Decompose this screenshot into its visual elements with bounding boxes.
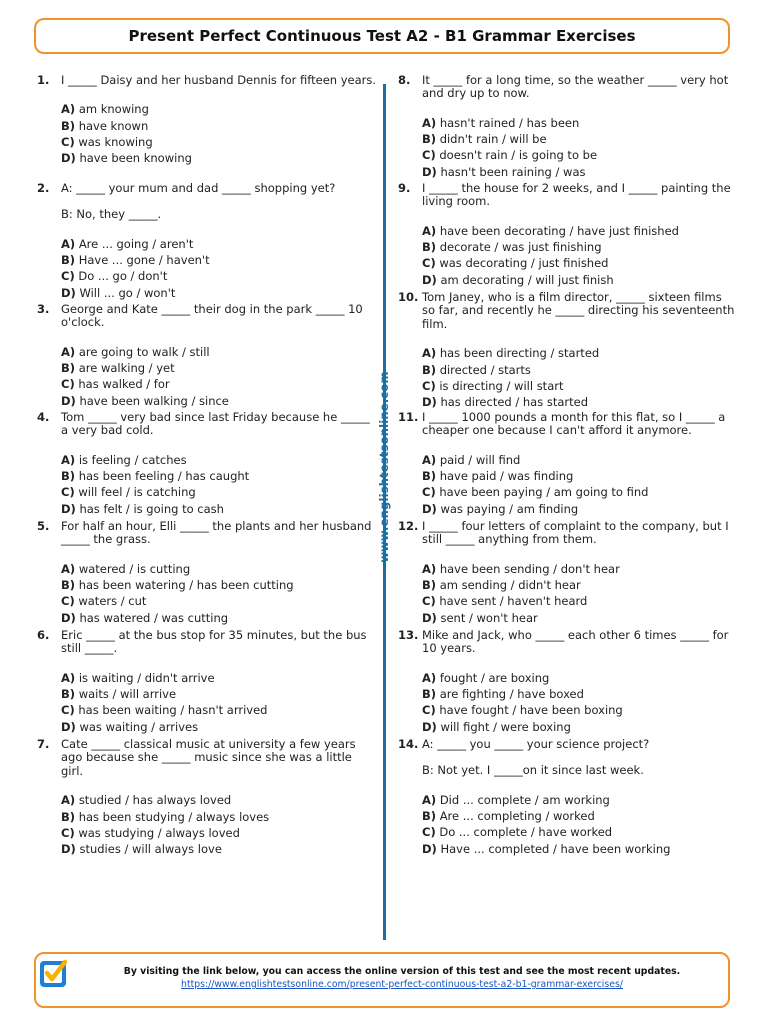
option-text: Are ... going / aren't — [78, 236, 194, 251]
option-text: has directed / has started — [440, 395, 589, 410]
question-4 — [37, 411, 377, 517]
option-letter: C) — [61, 135, 75, 149]
page-title: Present Perfect Continuous Test A2 - B1 Grammar Exercises — [128, 27, 636, 45]
option-letter: C) — [422, 485, 436, 500]
option-item[interactable] — [422, 239, 738, 255]
option-letter: A) — [422, 115, 437, 130]
question-3 — [37, 303, 377, 409]
question-number: 5. — [37, 519, 50, 533]
option-text: fought / are boxing — [439, 670, 550, 685]
question-6 — [37, 629, 377, 735]
option-letter: D) — [422, 719, 437, 734]
option-text: has been watering / has been cutting — [78, 578, 294, 593]
option-list — [422, 561, 738, 626]
question-11 — [398, 411, 738, 517]
option-letter: C) — [61, 269, 75, 284]
option-letter: C) — [61, 377, 75, 392]
question-stem: Eric _____ at the bus stop for 35 minutes, but the bus still _____. — [61, 628, 367, 656]
question-7 — [37, 738, 377, 857]
question-stem: A: _____ your mum and dad _____ shopping yet? — [61, 181, 336, 195]
option-text: Will ... go / won't — [79, 285, 176, 300]
option-list — [422, 345, 738, 410]
option-item[interactable] — [422, 131, 738, 147]
option-item[interactable] — [422, 792, 738, 808]
option-item[interactable] — [422, 255, 738, 271]
option-text: Do ... complete / have worked — [439, 825, 613, 840]
option-letter: D) — [422, 501, 437, 516]
question-12 — [398, 520, 738, 626]
footer-link[interactable]: https://www.englishtestsonline.com/present-perfect-continuous-test-a2-b1-grammar-exercises/ — [181, 979, 623, 990]
option-text: have been sending / don't hear — [439, 561, 620, 576]
option-letter: A) — [61, 102, 76, 117]
side-url: www.englishtestsonline.com — [377, 371, 391, 563]
option-letter: B) — [422, 362, 437, 377]
option-item[interactable] — [422, 561, 738, 577]
option-text: waits / will arrive — [78, 687, 177, 702]
option-item[interactable] — [61, 150, 377, 166]
option-letter: B) — [422, 578, 437, 593]
question-number: 9. — [398, 181, 411, 195]
option-letter: D) — [61, 151, 76, 166]
footer-text: By visiting the link below, you can access the online version of this test and see the most recent updates. — [123, 966, 681, 977]
question-number: 8. — [398, 73, 411, 87]
option-letter: B) — [61, 578, 76, 593]
question-stem-reply: B: No, they _____. — [61, 207, 162, 222]
option-item[interactable] — [422, 394, 738, 410]
option-item[interactable] — [61, 719, 377, 735]
option-text: have been walking / since — [79, 393, 229, 408]
option-item[interactable] — [61, 101, 377, 117]
question-number: 13. — [398, 628, 419, 642]
option-text: Do ... go / don't — [78, 269, 168, 284]
option-letter: C) — [61, 825, 75, 840]
question-stem: Tom Janey, who is a film director, _____ sixteen films so far, and recently he _____ directing his seventeenth film. — [422, 290, 735, 331]
option-text: am knowing — [78, 102, 149, 117]
option-letter: C) — [422, 703, 436, 718]
option-text: have been paying / am going to find — [439, 485, 649, 500]
question-10 — [398, 291, 738, 410]
option-item[interactable] — [422, 670, 738, 686]
option-text: have sent / haven't heard — [439, 594, 588, 609]
question-stem: A: _____ you _____ your science project? — [422, 737, 650, 751]
question-number: 1. — [37, 73, 50, 87]
option-text: paid / will find — [439, 452, 521, 467]
question-number: 2. — [37, 181, 50, 195]
option-item[interactable] — [422, 223, 738, 239]
option-letter: A) — [61, 344, 76, 359]
option-item[interactable] — [61, 236, 377, 252]
option-text: will fight / were boxing — [440, 719, 571, 734]
option-item[interactable] — [61, 561, 377, 577]
question-stem: I _____ Daisy and her husband Dennis for fifteen years. — [61, 73, 377, 87]
option-item[interactable] — [422, 610, 738, 626]
option-letter: C) — [61, 594, 75, 609]
option-letter: A) — [422, 670, 437, 685]
option-item[interactable] — [422, 164, 738, 180]
option-list — [422, 223, 738, 288]
option-list — [61, 344, 377, 409]
option-item[interactable] — [422, 808, 738, 824]
question-number: 14. — [398, 737, 419, 751]
option-letter: A) — [422, 792, 437, 807]
option-text: is feeling / catches — [78, 452, 187, 467]
option-text: will feel / is catching — [78, 485, 196, 500]
question-number: 11. — [398, 410, 419, 424]
option-text: was paying / am finding — [440, 501, 579, 516]
question-stem: For half an hour, Elli _____ the plants and her husband _____ the grass. — [61, 519, 372, 547]
option-letter: C) — [422, 256, 436, 271]
option-item[interactable] — [422, 824, 738, 840]
option-text: have fought / have been boxing — [439, 703, 623, 718]
option-letter: A) — [61, 561, 76, 576]
option-letter: B) — [61, 687, 76, 702]
option-item[interactable] — [61, 360, 377, 376]
question-number: 12. — [398, 519, 419, 533]
option-letter: D) — [422, 164, 437, 179]
option-item[interactable] — [422, 593, 738, 609]
option-text: Have ... completed / have been working — [440, 841, 671, 856]
option-letter: B) — [422, 240, 437, 255]
option-letter: A) — [422, 561, 437, 576]
question-8 — [398, 74, 738, 180]
question-2 — [37, 182, 377, 301]
option-letter: A) — [422, 346, 437, 361]
option-list — [61, 670, 377, 735]
option-text: hasn't been raining / was — [440, 164, 586, 179]
option-text: didn't rain / will be — [439, 132, 547, 147]
option-text: have paid / was finding — [439, 469, 574, 484]
option-text: have been decorating / have just finished — [439, 223, 679, 238]
option-letter: C) — [422, 148, 436, 163]
title-box — [34, 18, 730, 54]
option-item[interactable] — [61, 593, 377, 609]
question-13 — [398, 629, 738, 735]
option-letter: C) — [61, 703, 75, 718]
option-letter: A) — [61, 452, 76, 467]
question-number: 4. — [37, 410, 50, 424]
option-item[interactable] — [422, 115, 738, 131]
option-item[interactable] — [61, 344, 377, 360]
option-text: have been knowing — [79, 151, 192, 166]
option-letter: C) — [422, 825, 436, 840]
option-text: has felt / is going to cash — [79, 501, 224, 516]
question-stem: I _____ 1000 pounds a month for this flat, so I _____ a cheaper one because I can't afford it anymore. — [422, 410, 726, 438]
option-item[interactable] — [422, 577, 738, 593]
option-list — [422, 452, 738, 517]
question-number: 7. — [37, 737, 50, 751]
option-letter: D) — [422, 272, 437, 287]
option-list — [422, 115, 738, 180]
option-item[interactable] — [61, 468, 377, 484]
question-stem: I _____ four letters of complaint to the company, but I still _____ anything from them. — [422, 519, 729, 547]
question-number: 6. — [37, 628, 50, 642]
option-item[interactable] — [422, 484, 738, 500]
question-stem-reply: B: Not yet. I _____on it since last week. — [422, 763, 644, 778]
option-letter: B) — [61, 118, 76, 133]
option-item[interactable] — [422, 501, 738, 517]
option-item[interactable] — [61, 252, 377, 268]
option-text: has been feeling / has caught — [78, 469, 250, 484]
option-letter: D) — [61, 393, 76, 408]
option-item[interactable] — [61, 841, 377, 857]
option-item[interactable] — [61, 610, 377, 626]
option-text: has walked / for — [78, 377, 170, 392]
option-item[interactable] — [61, 484, 377, 500]
option-letter: D) — [61, 842, 76, 857]
option-item[interactable] — [422, 686, 738, 702]
option-item[interactable] — [61, 268, 377, 284]
option-letter: C) — [422, 378, 436, 393]
option-text: doesn't rain / is going to be — [439, 148, 598, 163]
option-text: has watered / was cutting — [79, 610, 229, 625]
option-item[interactable] — [422, 452, 738, 468]
option-item[interactable] — [61, 686, 377, 702]
option-text: are fighting / have boxed — [439, 687, 584, 702]
option-letter: A) — [422, 223, 437, 238]
option-letter: B) — [61, 809, 76, 824]
option-letter: A) — [422, 452, 437, 467]
option-item[interactable] — [422, 468, 738, 484]
question-14 — [398, 738, 738, 857]
option-letter: A) — [61, 236, 76, 251]
option-text: waters / cut — [78, 594, 147, 609]
option-item[interactable] — [422, 378, 738, 394]
question-stem: Mike and Jack, who _____ each other 6 times _____ for 10 years. — [422, 628, 729, 656]
question-stem: It _____ for a long time, so the weather _____ very hot and dry up to now. — [422, 73, 729, 101]
option-text: was waiting / arrives — [79, 719, 199, 734]
option-text: watered / is cutting — [78, 561, 191, 576]
option-text: Are ... completing / worked — [439, 809, 595, 824]
option-text: directed / starts — [439, 362, 531, 377]
option-item[interactable] — [61, 452, 377, 468]
question-1 — [37, 74, 377, 167]
option-text: was decorating / just finished — [439, 256, 609, 271]
option-item[interactable] — [61, 670, 377, 686]
option-item[interactable] — [422, 362, 738, 378]
question-9 — [398, 182, 738, 288]
option-item[interactable] — [61, 577, 377, 593]
question-5 — [37, 520, 377, 626]
checkbox-icon — [38, 958, 70, 990]
option-letter: B) — [422, 132, 437, 147]
option-item[interactable] — [61, 376, 377, 392]
option-item[interactable] — [61, 825, 377, 841]
option-item[interactable] — [61, 134, 377, 150]
option-text: was knowing — [78, 135, 153, 149]
option-text: has been directing / started — [439, 346, 600, 361]
option-list — [422, 792, 738, 857]
option-letter: B) — [61, 361, 76, 376]
option-list — [422, 670, 738, 735]
option-text: Did ... complete / am working — [439, 792, 610, 807]
question-stem: I _____ the house for 2 weeks, and I _____ painting the living room. — [422, 181, 731, 209]
option-text: am sending / didn't hear — [439, 578, 581, 593]
option-letter: B) — [61, 469, 76, 484]
option-item[interactable] — [61, 702, 377, 718]
option-letter: B) — [422, 469, 437, 484]
question-number: 3. — [37, 302, 50, 316]
option-letter: D) — [422, 841, 437, 856]
option-item[interactable] — [61, 118, 377, 134]
option-text: am decorating / will just finish — [440, 272, 614, 287]
option-item[interactable] — [422, 719, 738, 735]
option-text: hasn't rained / has been — [439, 115, 580, 130]
option-text: is directing / will start — [439, 378, 564, 393]
option-text: studies / will always love — [79, 842, 222, 857]
option-text: has been studying / always loves — [78, 809, 270, 824]
option-list — [61, 561, 377, 626]
option-item[interactable] — [422, 147, 738, 163]
option-letter: B) — [61, 253, 76, 268]
question-stem: George and Kate _____ their dog in the park _____ 10 o'clock. — [61, 302, 363, 330]
option-letter: D) — [422, 395, 437, 410]
option-letter: B) — [422, 687, 437, 702]
option-item[interactable] — [422, 272, 738, 288]
option-letter: D) — [61, 501, 76, 516]
option-item[interactable] — [61, 501, 377, 517]
question-stem: Tom _____ very bad since last Friday because he _____ a very bad cold. — [61, 410, 370, 438]
option-text: was studying / always loved — [78, 825, 240, 840]
option-text: has been waiting / hasn't arrived — [78, 703, 268, 718]
option-letter: C) — [61, 485, 75, 500]
option-text: sent / won't hear — [440, 610, 538, 625]
option-text: are walking / yet — [78, 361, 175, 376]
option-letter: D) — [61, 610, 76, 625]
option-text: Have ... gone / haven't — [78, 253, 210, 268]
option-item[interactable] — [61, 792, 377, 808]
option-item[interactable] — [422, 841, 738, 857]
option-list — [61, 452, 377, 517]
option-text: have known — [78, 118, 149, 133]
option-item[interactable] — [422, 702, 738, 718]
question-number: 10. — [398, 290, 419, 304]
option-text: is waiting / didn't arrive — [78, 670, 215, 685]
option-item[interactable] — [61, 285, 377, 301]
option-list — [61, 236, 377, 301]
option-item[interactable] — [61, 809, 377, 825]
option-item[interactable] — [422, 345, 738, 361]
option-text: are going to walk / still — [78, 344, 210, 359]
question-stem: Cate _____ classical music at university a few years ago because she _____ music since she was a little girl. — [61, 737, 356, 778]
option-letter: D) — [61, 719, 76, 734]
option-letter: B) — [422, 809, 437, 824]
option-item[interactable] — [61, 393, 377, 409]
option-letter: D) — [61, 285, 76, 300]
option-letter: A) — [61, 670, 76, 685]
option-list — [61, 792, 377, 857]
option-text: studied / has always loved — [78, 793, 232, 808]
option-text: decorate / was just finishing — [439, 240, 602, 255]
option-letter: C) — [422, 594, 436, 609]
option-letter: A) — [61, 793, 76, 808]
option-list — [61, 101, 377, 166]
option-letter: D) — [422, 610, 437, 625]
